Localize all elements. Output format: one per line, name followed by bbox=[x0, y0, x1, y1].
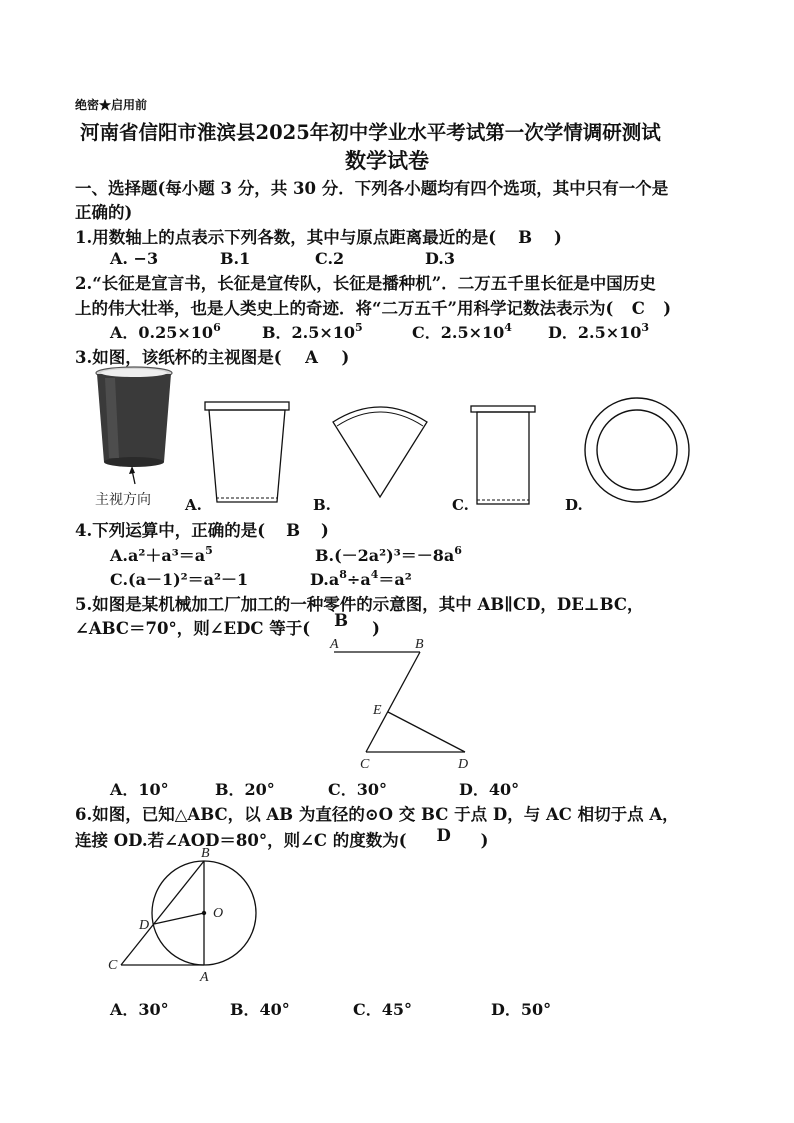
q6-point-a: A bbox=[200, 970, 209, 983]
q4-stem-text: 4.下列运算中，正确的是( bbox=[75, 521, 266, 540]
center-o-dot bbox=[202, 911, 206, 915]
q5-point-a: A bbox=[330, 637, 339, 652]
q2-option-d bbox=[548, 320, 649, 343]
q1-answer: B bbox=[518, 228, 533, 247]
q3-close: ) bbox=[341, 348, 350, 367]
q4-answer: B bbox=[286, 521, 301, 540]
exam-title: 河南省信阳市淮滨县2025年初中学业水平考试第一次学情调研测试 bbox=[80, 121, 661, 144]
q6-point-o: O bbox=[213, 906, 224, 921]
q2-option-a-exp: 6 bbox=[213, 321, 221, 334]
q2-answer: C bbox=[631, 299, 645, 318]
q4-options-row2 bbox=[110, 567, 560, 589]
segment-de bbox=[388, 712, 465, 752]
q6-option-c: C．45° bbox=[353, 1000, 413, 1019]
q6-option-d: D．50° bbox=[491, 1000, 552, 1019]
q3-option-d-figure bbox=[585, 398, 689, 502]
q5-line1: 5.如图是某机械加工厂加工的一种零件的示意图，其中 AB∥CD，DE⊥BC， bbox=[75, 595, 644, 614]
q3-option-b-label: B. bbox=[313, 496, 331, 514]
q3-figure bbox=[75, 362, 715, 517]
q5-option-a: A．10° bbox=[110, 780, 169, 799]
q4-option-c: C.(a－1)²＝a²－1 bbox=[110, 570, 249, 589]
q6-answer: D bbox=[436, 826, 451, 845]
exam-subtitle: 数学试卷 bbox=[345, 148, 429, 173]
q5-point-d: D bbox=[458, 757, 469, 772]
q6-option-a: A．30° bbox=[110, 1000, 169, 1019]
q4-option-d-exp2: 4 bbox=[370, 568, 379, 581]
q2-option-a bbox=[110, 320, 221, 343]
q1-option-b: B.1 bbox=[220, 249, 251, 268]
q2-option-c-exp: 4 bbox=[504, 321, 512, 334]
q3-option-c-figure bbox=[471, 406, 535, 504]
q2-close: ) bbox=[663, 299, 672, 318]
q4-option-d bbox=[310, 567, 412, 590]
q4-option-a bbox=[110, 543, 213, 566]
q1-options bbox=[110, 249, 510, 269]
q2-option-c-base: C．2.5×10 bbox=[412, 323, 505, 342]
q3-option-a-figure bbox=[205, 402, 289, 502]
q1-close: ) bbox=[554, 228, 562, 247]
segment-bc bbox=[121, 861, 204, 965]
q1-stem bbox=[75, 224, 562, 248]
q4-option-b-text: B.(－2a²)³＝－8a bbox=[315, 546, 455, 565]
q4-option-a-exp: 5 bbox=[205, 544, 213, 557]
q4-close: ) bbox=[321, 521, 329, 540]
segment-bc bbox=[366, 652, 420, 752]
q2-option-b bbox=[262, 320, 363, 343]
q6-line1: 6.如图，已知△ABC，以 AB 为直径的⊙O 交 BC 于点 D，与 AC 相切于点 A， bbox=[75, 805, 679, 824]
q4-option-d-post: ＝a² bbox=[378, 570, 412, 589]
q5-line2-text: ∠ABC＝70°，则∠EDC 等于( bbox=[75, 619, 311, 638]
q5-point-c: C bbox=[360, 757, 370, 772]
q5-option-d: D．40° bbox=[459, 780, 520, 799]
q5-option-c: C．30° bbox=[328, 780, 388, 799]
q6-figure bbox=[105, 843, 265, 983]
q3-option-c-label: C. bbox=[452, 496, 469, 514]
q4-option-b bbox=[315, 543, 462, 566]
q2-option-b-base: B．2.5×10 bbox=[262, 323, 356, 342]
view-direction-arrow bbox=[129, 466, 135, 484]
q5-answer: B bbox=[334, 611, 349, 630]
q3-direction-label: 主视方向 bbox=[95, 491, 151, 507]
q1-option-c: C.2 bbox=[315, 249, 345, 268]
q2-line2-text: 上的伟大壮举，也是人类史上的奇迹．将“二万五千”用科学记数法表示为( bbox=[75, 299, 614, 318]
q3-option-a-label: A. bbox=[185, 496, 202, 514]
q2-option-d-base: D．2.5×10 bbox=[548, 323, 642, 342]
q6-options bbox=[110, 997, 570, 1017]
q1-stem-text: 1.用数轴上的点表示下列各数，其中与原点距离最近的是( bbox=[75, 228, 497, 247]
q3-option-d-label: D. bbox=[565, 496, 583, 514]
q6-point-c: C bbox=[108, 958, 118, 973]
q3-answer: A bbox=[305, 348, 318, 367]
q2-line1: 2.“长征是宣言书，长征是宣传队，长征是播种机”．二万五千里长征是中国历史 bbox=[75, 274, 656, 293]
q4-options-row1 bbox=[110, 543, 560, 565]
q1-option-d: D.3 bbox=[425, 249, 456, 268]
q4-stem bbox=[75, 517, 329, 541]
q5-figure bbox=[320, 632, 480, 772]
q5-option-b: B．20° bbox=[215, 780, 275, 799]
q3-option-b-figure bbox=[333, 407, 427, 497]
q6-point-b: B bbox=[201, 846, 210, 861]
q5-point-b: B bbox=[415, 637, 424, 652]
q2-option-d-exp: 3 bbox=[641, 321, 650, 334]
q4-option-d-pre: D.a bbox=[310, 570, 340, 589]
secret-label: 绝密★启用前 bbox=[75, 98, 148, 112]
q6-line2-text: 连接 OD.若∠AOD＝80°，则∠C 的度数为( bbox=[75, 831, 407, 850]
q2-option-b-exp: 5 bbox=[355, 321, 363, 334]
q4-option-a-text: A.a²＋a³＝a bbox=[110, 546, 206, 565]
section-intro-line1: 一、选择题(每小题 3 分，共 30 分．下列各小题均有四个选项，其中只有一个是 bbox=[75, 179, 669, 198]
q2-option-c bbox=[412, 320, 512, 343]
paper-cup-image bbox=[96, 367, 172, 467]
q4-option-d-exp1: 8 bbox=[339, 568, 347, 581]
q1-option-a: A. −3 bbox=[110, 249, 159, 268]
q6-close: ) bbox=[480, 831, 489, 850]
q2-option-a-base: A．0.25×10 bbox=[110, 323, 214, 342]
section-intro-line2: 正确的) bbox=[75, 203, 133, 222]
q5-point-e: E bbox=[373, 703, 382, 718]
q4-option-b-exp: 6 bbox=[454, 544, 462, 557]
q3-stem-text: 3.如图，该纸杯的主视图是( bbox=[75, 348, 282, 367]
q5-options bbox=[110, 777, 570, 797]
q6-point-d: D bbox=[139, 918, 150, 933]
q2-line2 bbox=[75, 295, 671, 319]
q4-option-d-mid: ÷a bbox=[346, 570, 371, 589]
q2-options bbox=[110, 320, 670, 342]
q5-close: ) bbox=[372, 619, 380, 638]
q6-option-b: B．40° bbox=[230, 1000, 290, 1019]
